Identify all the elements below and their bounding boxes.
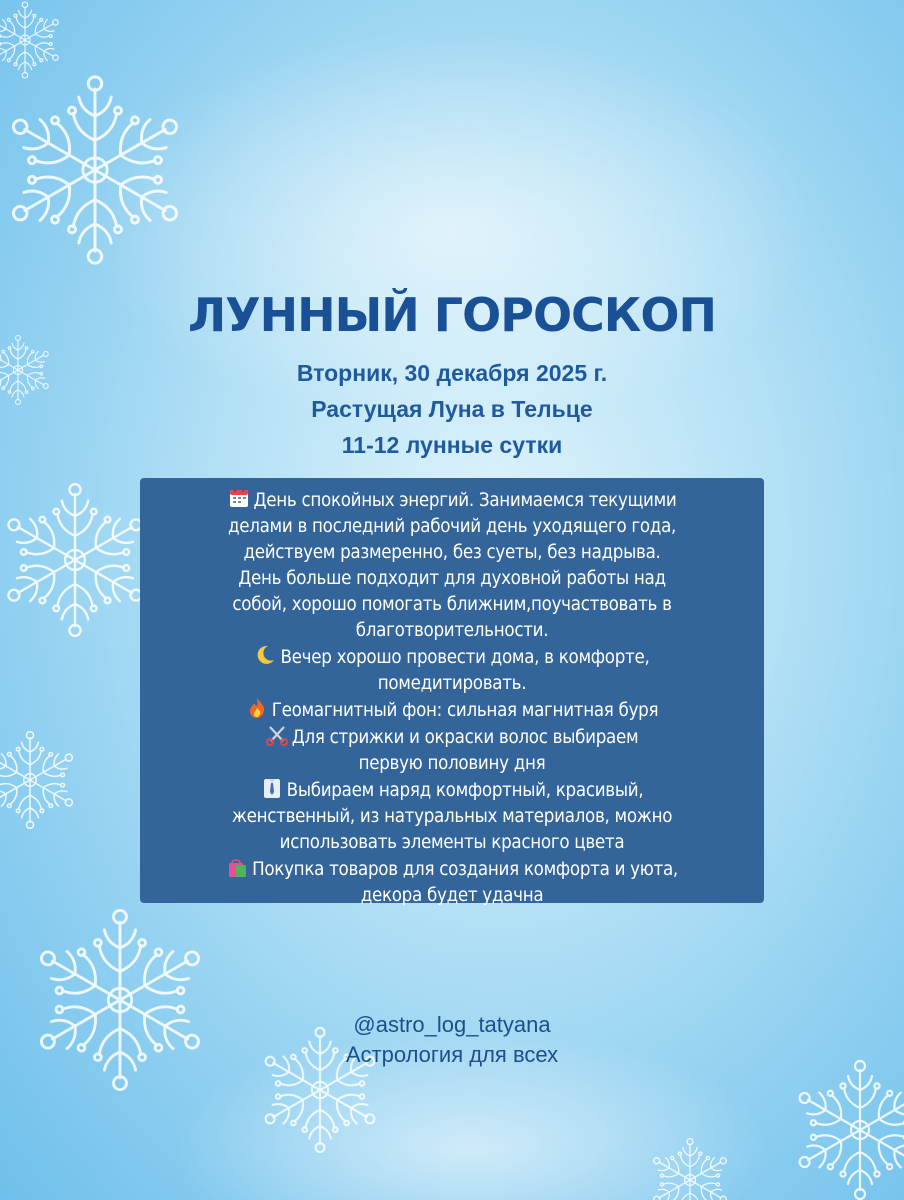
card-line: помедитировать. (377, 673, 527, 694)
card-line: благотворительности. (355, 620, 549, 641)
card-line: Выбираем наряд комфортный, красивый, (146, 777, 758, 804)
card-line: женственный, из натуральных материалов, можно (231, 806, 673, 827)
card-line: День спокойных энергий. Занимаемся текущими (146, 487, 758, 514)
page-title: ЛУННЫЙ ГОРОСКОП (187, 288, 717, 342)
card-line: первую половину дня (358, 753, 546, 774)
lunar-days-line: 11-12 лунные сутки (341, 432, 563, 458)
card-line: действуем размеренно, без суеты, без надрыва. (243, 542, 661, 563)
card-line: Покупка товаров для создания комфорта и уюта, (146, 856, 758, 883)
card-line: декора будет удачна (360, 885, 544, 906)
card-line: Для стрижки и окраски волос выбираем (146, 724, 758, 751)
fire-icon (246, 697, 268, 719)
card-line: День больше подходит для духовной работы над (238, 568, 666, 589)
shopping-bag-icon (226, 856, 248, 878)
horoscope-card (140, 478, 764, 906)
card-line: Вечер хорошо провести дома, в комфорте, (146, 644, 758, 671)
date-line: Вторник, 30 декабря 2025 г. (296, 360, 608, 386)
card-line: использовать элементы красного цвета (279, 832, 625, 853)
author-tagline: Астрология для всех (345, 1042, 559, 1067)
scissors-icon (266, 724, 288, 746)
author-handle: @astro_log_tatyana (353, 1012, 551, 1037)
card-line: делами в последний рабочий день уходящего года, (227, 516, 677, 537)
card-line: собой, хорошо помогать ближним,поучаствовать в (232, 594, 672, 615)
moon-icon (254, 644, 276, 666)
shirt-tie-icon (261, 777, 283, 799)
moon-phase-line: Растущая Луна в Тельце (311, 396, 593, 422)
card-line: Геомагнитный фон: сильная магнитная буря (146, 697, 758, 724)
calendar-icon (228, 487, 250, 509)
